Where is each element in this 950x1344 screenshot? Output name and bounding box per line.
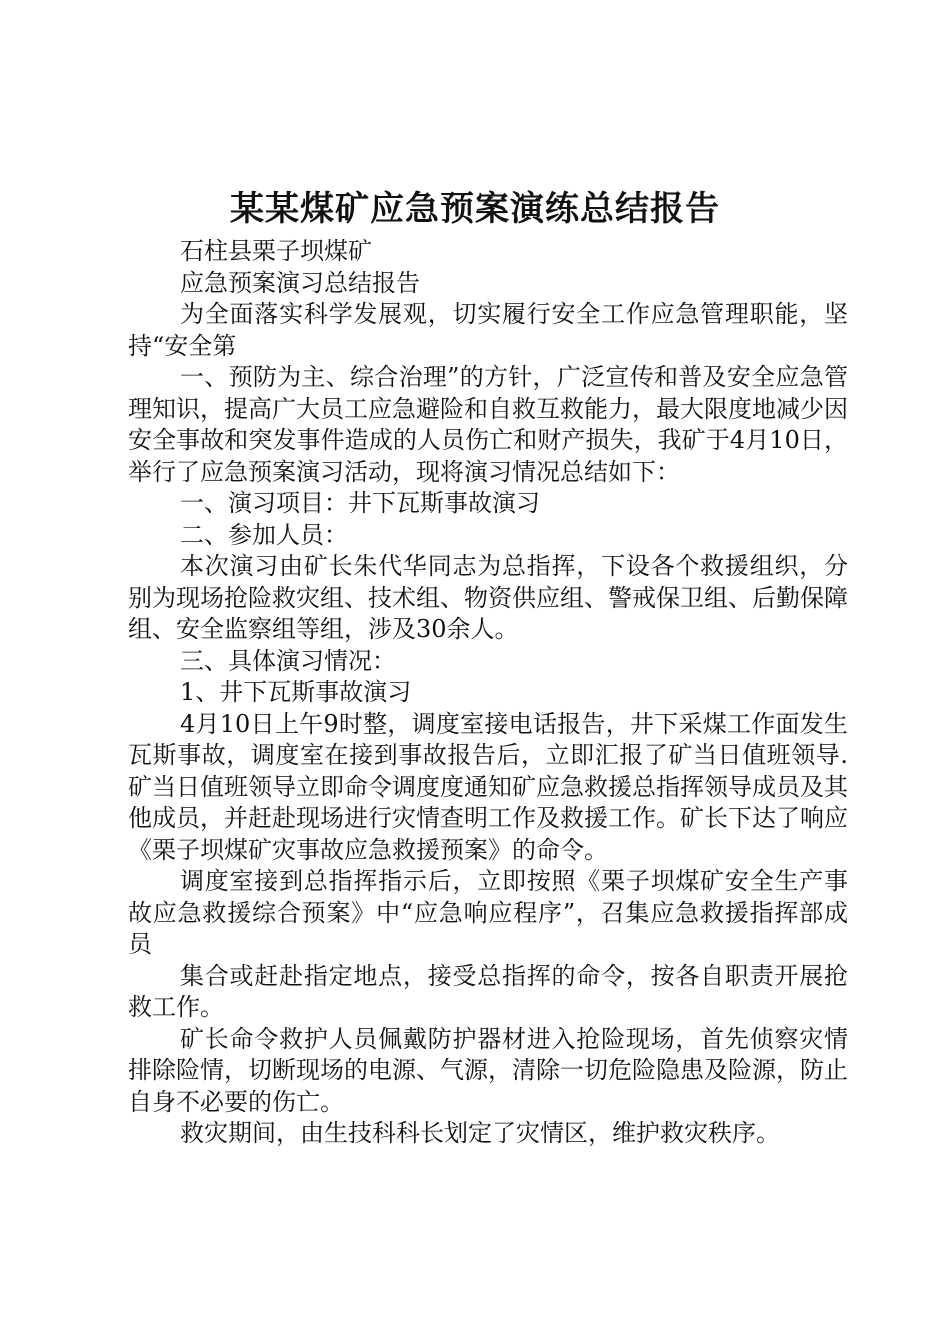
- paragraph-dispatch-response: 调度室接到总指挥指示后，立即按照《栗子坝煤矿安全生产事故应急救援综合预案》中“应急响应程序”，召集应急救援指挥部成员: [128, 867, 848, 958]
- document-body: [128, 236, 848, 1150]
- document-title: 某某煤矿应急预案演练总结报告: [230, 189, 720, 229]
- paragraph-intro: 为全面落实科学发展观，切实履行安全工作应急管理职能，坚持“安全第: [128, 300, 848, 360]
- paragraph-rescue-action: 矿长命令救护人员佩戴防护器材进入抢险现场，首先侦察灾情排除险情，切断现场的电源、气源，清除一切危险隐患及险源，防止自身不必要的伤亡。: [128, 1024, 848, 1116]
- paragraph-section-project: 一、演习项目：井下瓦斯事故演习: [180, 489, 540, 517]
- paragraph-participants-detail: 本次演习由矿长朱代华同志为总指挥，下设各个救援组织，分别为现场抢险救灾组、技术组、物资供应组、警戒保卫组、后勤保障组、安全监察组等组，涉及30余人。: [128, 552, 848, 643]
- paragraph-subsection-gas: 1、井下瓦斯事故演习: [180, 678, 412, 706]
- paragraph-disaster-zone: 救灾期间，由生技科科长划定了灾情区，维护救灾秩序。: [180, 1119, 780, 1147]
- paragraph-mine-name: 石柱县栗子坝煤矿: [180, 237, 372, 265]
- paragraph-report-subtitle: 应急预案演习总结报告: [180, 268, 420, 297]
- paragraph-policy: 一、预防为主、综合治理”的方针，广泛宣传和普及安全应急管理知识，提高广大员工应急避险和自救互救能力，最大限度地减少因安全事故和突发事件造成的人员伤亡和财产损失，我矿于4月10日，举行了应急预案演习活动，现将演习情况总结如下：: [128, 363, 848, 486]
- paragraph-assembly: 集合或赶赴指定地点，接受总指挥的命令，按各自职责开展抢救工作。: [128, 961, 848, 1021]
- paragraph-incident-report: 4月10日上午9时整，调度室接电话报告，井下采煤工作面发生瓦斯事故，调度室在接到事故报告后，立即汇报了矿当日值班领导.矿当日值班领导立即命令调度度通知矿应急救援总指挥领导成员及其他成员，并赶赴现场进行灾情查明工作及救援工作。矿长下达了响应《栗子坝煤矿灾事故应急救援预案》的命令。: [128, 709, 848, 864]
- paragraph-section-details: 三、具体演习情况：: [180, 646, 396, 675]
- paragraph-section-participants: 二、参加人员：: [180, 520, 348, 549]
